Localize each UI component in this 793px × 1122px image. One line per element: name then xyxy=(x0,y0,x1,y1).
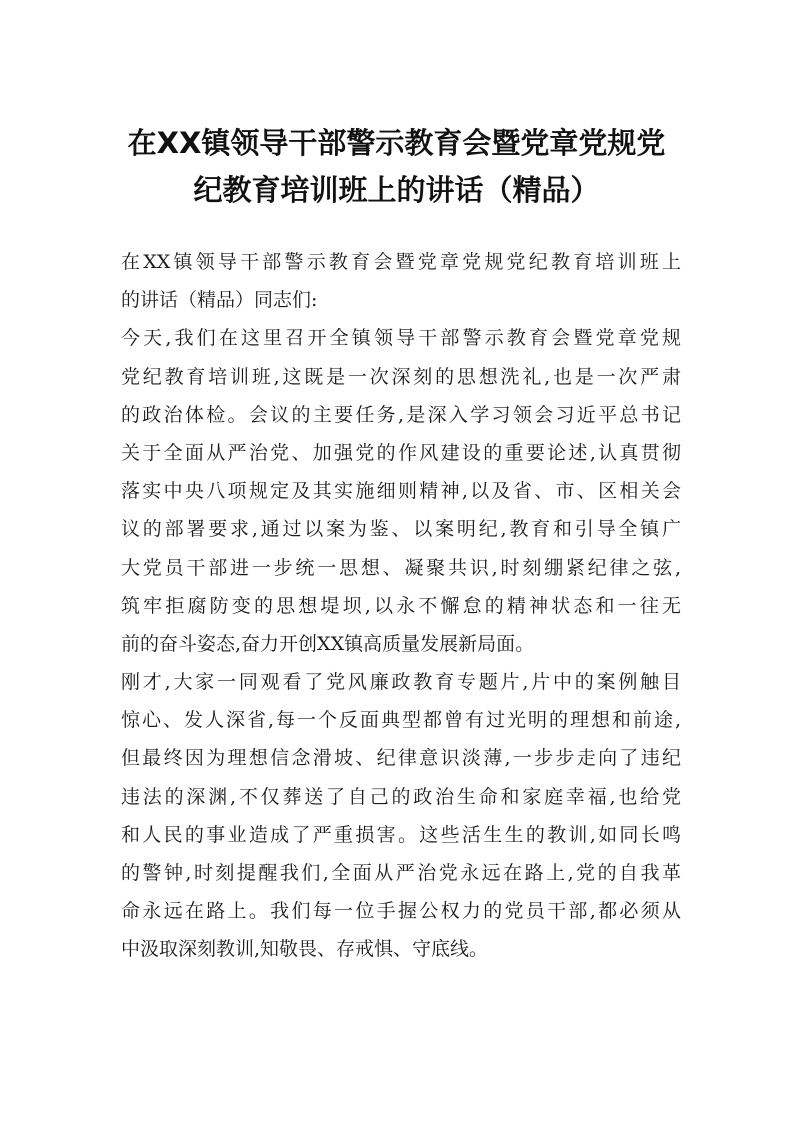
text-line: 关于全面从严治党、加强党的作风建设的重要论述,认真贯彻 xyxy=(121,441,681,464)
title-line-2: 纪教育培训班上的讲话（精品） xyxy=(193,173,600,207)
text-line: 大党员干部进一步统一思想、凝聚共识,时刻绷紧纪律之弦, xyxy=(121,556,681,579)
text-line: 前的奋斗姿态,奋力开创XX镇高质量发展新局面。 xyxy=(121,632,535,655)
document-title xyxy=(100,120,693,214)
paragraph-opening xyxy=(121,319,681,663)
text-line: 的政治体检。会议的主要任务,是深入学习领会习近平总书记 xyxy=(121,403,681,426)
text-line: 和人民的事业造成了严重损害。这些活生生的教训,如同长鸣 xyxy=(121,823,681,846)
text-line: 的警钟,时刻提醒我们,全面从严治党永远在路上,党的自我革 xyxy=(121,862,681,884)
text-line: 筑牢拒腐防变的思想堤坝,以永不懈怠的精神状态和一往无 xyxy=(121,594,681,617)
text-line: 中汲取深刻教训,知敬畏、存戒惧、守底线。 xyxy=(121,938,489,961)
text-line: 违法的深渊,不仅葬送了自己的政治生命和家庭幸福,也给党 xyxy=(121,785,681,808)
title-line-1: 在XX镇领导干部警示教育会暨党章党规党 xyxy=(127,126,666,160)
document-body xyxy=(121,243,681,969)
text-line: 刚才,大家一同观看了党风廉政教育专题片,片中的案例触目 xyxy=(121,671,681,694)
text-line: 落实中央八项规定及其实施细则精神,以及省、市、区相关会 xyxy=(121,480,681,503)
text-line: 今天,我们在这里召开全镇领导干部警示教育会暨党章党规 xyxy=(121,327,681,350)
text-line: 惊心、发人深省,每一个反面典型都曾有过光明的理想和前途, xyxy=(121,709,681,732)
text-line: 议的部署要求,通过以案为鉴、以案明纪,教育和引导全镇广 xyxy=(121,518,681,541)
text-line: 党纪教育培训班,这既是一次深刻的思想洗礼,也是一次严肃 xyxy=(121,365,681,388)
text-line: 的讲话（精品）同志们: xyxy=(121,289,318,312)
text-line: 但最终因为理想信念滑坡、纪律意识淡薄,一步步走向了违纪 xyxy=(121,747,681,770)
paragraph-lesson xyxy=(121,663,681,969)
text-line: 在XX镇领导干部警示教育会暨党章党规党纪教育培训班上 xyxy=(121,251,681,273)
paragraph-greeting xyxy=(121,243,681,319)
text-line: 命永远在路上。我们每一位手握公权力的党员干部,都必须从 xyxy=(121,900,681,923)
